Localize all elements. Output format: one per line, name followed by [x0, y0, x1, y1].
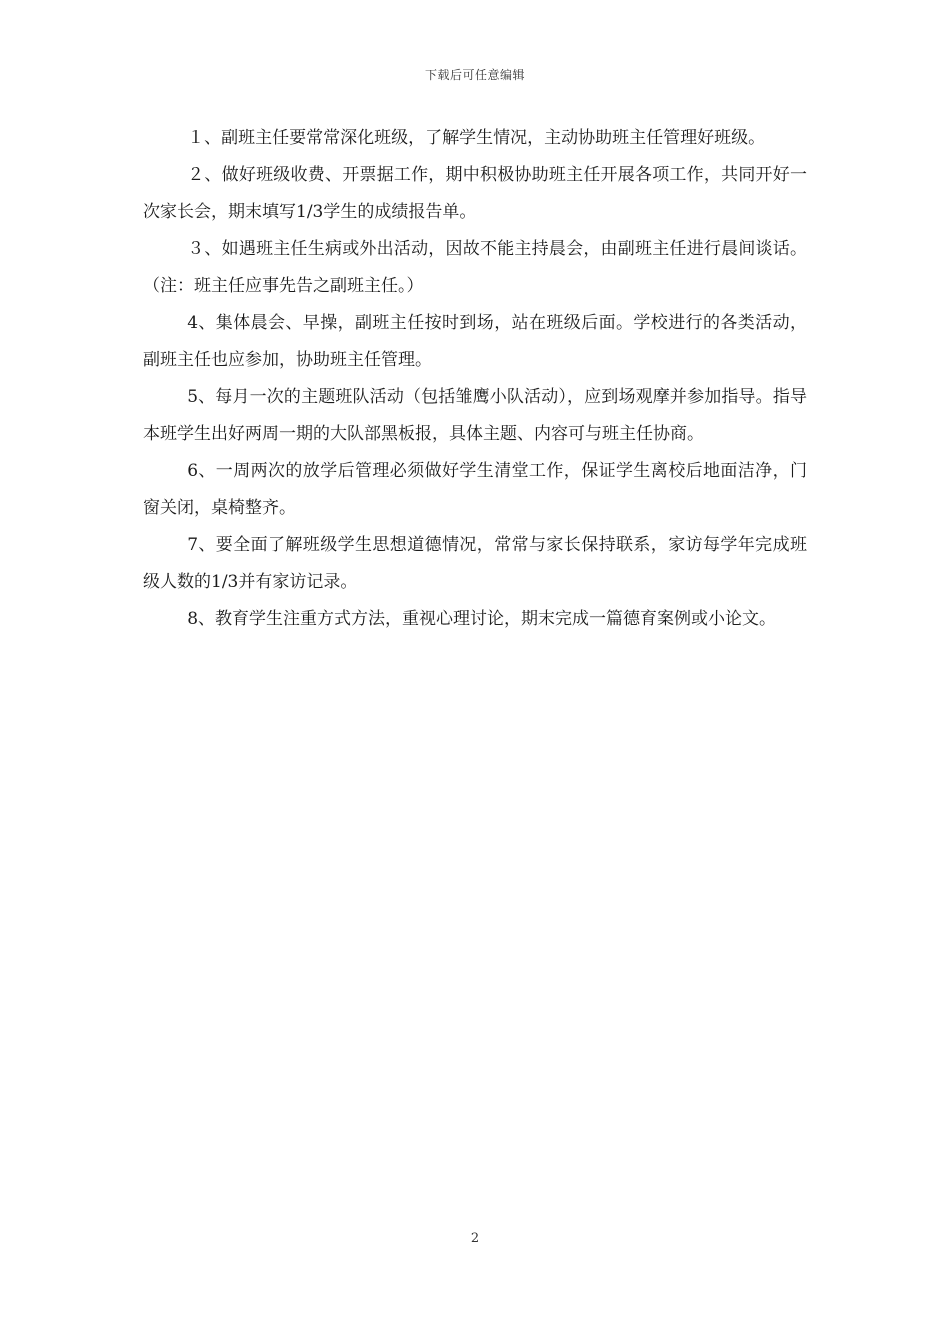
paragraph-3: ３、如遇班主任生病或外出活动，因故不能主持晨会，由副班主任进行晨间谈话。（注：班主任应事先告之副班主任。）: [143, 239, 807, 296]
page-number: 2: [470, 1231, 480, 1246]
paragraph-6: 6、一周两次的放学后管理必须做好学生清堂工作，保证学生离校后地面洁净，门窗关闭，桌椅整齐。: [143, 461, 807, 518]
document-body: [143, 120, 807, 638]
page-header: 下载后可任意编辑: [424, 68, 525, 82]
paragraph-7: 7、要全面了解班级学生思想道德情况，常常与家长保持联系，家访每学年完成班级人数的1/3并有家访记录。: [143, 535, 807, 592]
paragraph-1: １、副班主任要常常深化班级，了解学生情况，主动协助班主任管理好班级。: [187, 128, 766, 148]
paragraph-5: 5、每月一次的主题班队活动（包括雏鹰小队活动），应到场观摩并参加指导。指导本班学生出好两周一期的大队部黑板报，具体主题、内容可与班主任协商。: [143, 387, 807, 444]
paragraph-2: ２、做好班级收费、开票据工作，期中积极协助班主任开展各项工作，共同开好一次家长会，期末填写1/3学生的成绩报告单。: [143, 165, 807, 222]
paragraph-4: 4、集体晨会、早操，副班主任按时到场，站在班级后面。学校进行的各类活动，副班主任也应参加，协助班主任管理。: [143, 313, 807, 370]
paragraph-8: 8、教育学生注重方式方法，重视心理讨论，期末完成一篇德育案例或小论文。: [187, 609, 777, 629]
